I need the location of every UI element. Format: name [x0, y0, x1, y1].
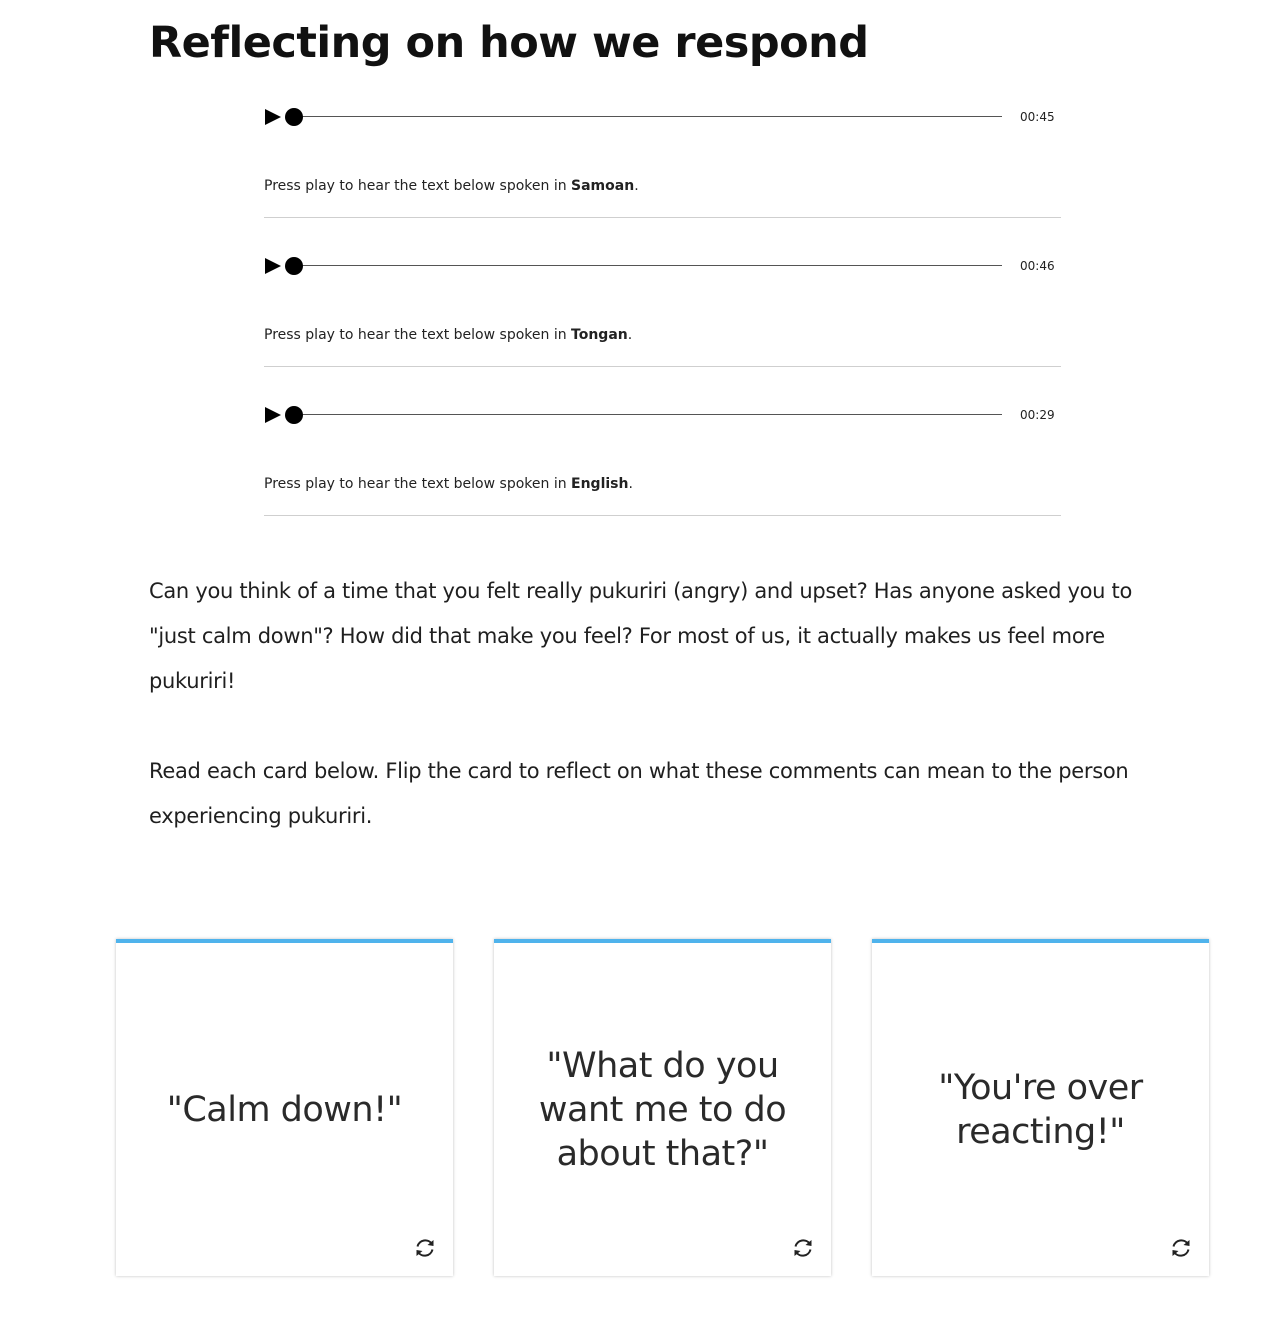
intro-paragraph: Can you think of a time that you felt really pukuriri (angry) and upset? Has anyone asked you to "just calm down"? How did that make you feel? For most of us, it actually makes us feel more pukuriri! [149, 579, 1133, 693]
flip-icon[interactable] [1169, 1236, 1193, 1260]
flip-card[interactable] [872, 939, 1209, 1276]
scrub-handle[interactable] [285, 257, 303, 275]
audio-player-tongan [264, 251, 1061, 343]
play-icon [264, 406, 282, 424]
caption-language: Tongan [571, 327, 628, 343]
caption-suffix: . [628, 476, 633, 492]
scrub-handle[interactable] [285, 406, 303, 424]
progress-track[interactable] [294, 414, 1002, 415]
scrub-handle[interactable] [285, 108, 303, 126]
audio-controls [264, 102, 1061, 132]
audio-player-samoan [264, 102, 1061, 194]
caption-text: Press play to hear the text below spoken in [264, 476, 572, 492]
play-icon [264, 257, 282, 275]
audio-controls [264, 251, 1061, 281]
caption-language: English [571, 476, 629, 492]
duration-label: 00:46 [1020, 259, 1055, 273]
divider [264, 515, 1061, 516]
audio-caption [264, 327, 632, 343]
caption-text: Press play to hear the text below spoken in [264, 178, 572, 194]
audio-caption [264, 178, 639, 194]
audio-caption [264, 476, 633, 492]
instruction-paragraph: Read each card below. Flip the card to reflect on what these comments can mean to the person experiencing pukuriri. [149, 759, 1129, 828]
divider [264, 366, 1061, 367]
duration-label: 00:45 [1020, 110, 1055, 124]
flip-card[interactable] [494, 939, 831, 1276]
progress-track[interactable] [294, 265, 1002, 266]
flip-icon[interactable] [413, 1236, 437, 1260]
play-icon [264, 108, 282, 126]
card-text: "What do you want me to do about that?" [538, 1045, 787, 1174]
play-button[interactable] [264, 257, 282, 275]
card-text: "Calm down!" [166, 1089, 403, 1130]
audio-controls [264, 400, 1061, 430]
page-title: Reflecting on how we respond [149, 18, 869, 68]
divider [264, 217, 1061, 218]
caption-text: Press play to hear the text below spoken in [264, 327, 572, 343]
caption-language: Samoan [571, 178, 635, 194]
play-button[interactable] [264, 406, 282, 424]
card-text: "You're over reacting!" [938, 1067, 1143, 1152]
caption-suffix: . [634, 178, 639, 194]
duration-label: 00:29 [1020, 408, 1055, 422]
play-button[interactable] [264, 108, 282, 126]
audio-player-english [264, 400, 1061, 492]
progress-track[interactable] [294, 116, 1002, 117]
caption-suffix: . [627, 327, 633, 343]
flip-icon[interactable] [791, 1236, 815, 1260]
flip-card[interactable] [116, 939, 453, 1276]
